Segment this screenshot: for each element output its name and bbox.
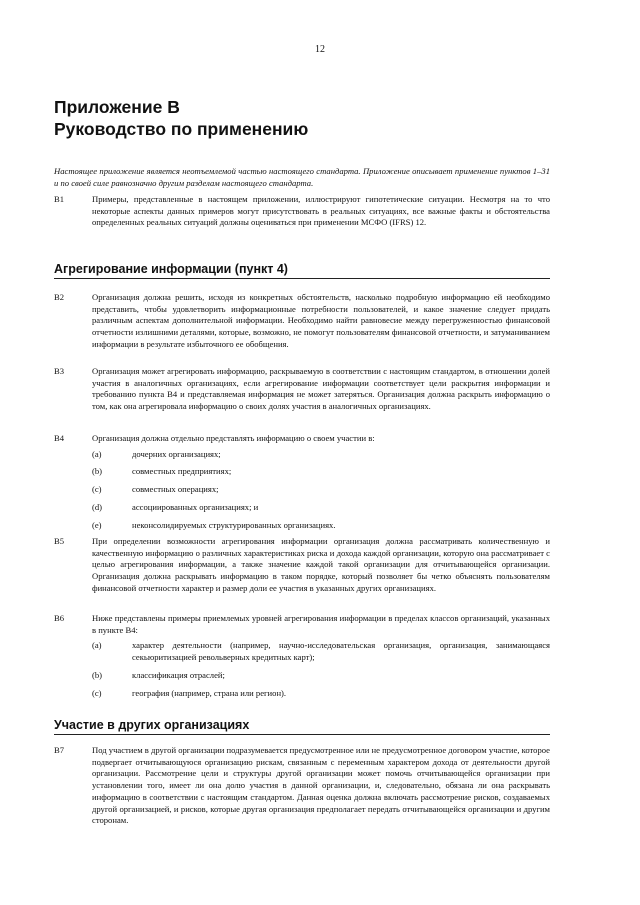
list-item-text: совместных предприятиях; [132,466,232,477]
intro-text: Настоящее приложение является неотъемлемой частью настоящего стандарта. Приложение описывает применение пунктов 1–31 и по своей силе равнозначно другим разделам настоящего стандарта. [54,166,550,188]
list-item [92,502,550,514]
paragraph-text: При определении возможности агрегирования информации организация должна рассматривать количественную и качественную информацию о различных характеристиках риска и дохода каждой организации, которую она рассматривает с целью агрегирования информации, а также значение каждой такой организации для отчитывающейся организации. Организация должна раскрывать информацию в таком порядке, который позволяет бы четко объяснять пользователям финансовой отчетности характер и размер доли ее участия в указанных других организациях. [92,536,550,593]
paragraph-text: Под участием в другой организации подразумевается предусмотренное или не предусмотренное договором участие, которое подвергает отчитывающуюся организацию рискам, связанным с переменным характером дохода от деятельности другой организации. Рассмотрение цели и структуры другой организации может помочь отчитывающейся организации при установлении того, имеет ли она долю участия в данной организации, и, следовательно, обязана ли она раскрывать информацию в соответствии с настоящим стандартом. Данная оценка должна включать рассмотрение рисков, создаваемых другой организацией, и рисков, которые другая организация предполагает передать отчитывающейся организации и другим сторонам. [92,745,550,826]
paragraph-b1 [54,194,550,229]
paragraph-b3 [54,366,550,413]
list-item-text: совместных операциях; [132,484,219,495]
paragraph-number: B6 [54,613,65,623]
paragraph-text: Организация должна решить, исходя из конкретных обстоятельств, насколько подробную информацию ей необходимо представить, чтобы удовлетворить информационные потребности пользователей, и какое значение следует придать различным аспектам дополнительной информации. Необходимо найти равновесие между перегруженностью финансовой отчетности излишними деталями, которые, возможно, не помогут пользователям финансовой отчетности, и затуманиванием информации в результате избыточного ее обобщения. [92,292,550,349]
list-item-text: дочерних организациях; [132,448,221,459]
page-number: 12 [315,44,325,55]
title-line-2: Руководство по применению [54,119,309,139]
paragraph-number: B4 [54,433,65,443]
list-item-label: (b) [92,466,103,477]
paragraph-b6 [54,613,550,705]
list-item [92,688,550,700]
list-item [92,484,550,496]
list-item-text: классификация отраслей; [132,669,225,680]
list-item-label: (c) [92,484,102,495]
b6-list [92,640,550,699]
title-line-1: Приложение В [54,97,180,117]
paragraph-b4 [54,433,550,537]
section-heading-aggregation: Агрегирование информации (пункт 4) [54,262,550,279]
list-item [92,449,550,461]
list-item [92,670,550,682]
list-item-label: (e) [92,519,102,530]
list-item-text: ассоциированных организациях; и [132,501,259,512]
list-item [92,640,550,663]
paragraph-b7 [54,745,550,827]
list-item [92,520,550,532]
section-heading-participation: Участие в других организациях [54,718,550,735]
list-item-label: (d) [92,501,103,512]
paragraph-text: Примеры, представленные в настоящем приложении, иллюстрируют гипотетические ситуации. Несмотря на то что некоторые аспекты данных примеров могут присутствовать в реальных ситуациях, все важные факты и обстоятельства определенных реальных ситуаций должны оцениваться при применении МСФО (IFRS) 12. [92,194,550,228]
paragraph-number: B1 [54,194,65,204]
list-item-label: (a) [92,640,102,651]
paragraph-text: Организация может агрегировать информацию, раскрываемую в соответствии с настоящим стандартом, в отношении долей участия в аналогичных организациях, если агрегирование информации соответствует цели раскрытия информации и требованию пункта B4 и представляемая информация не может затеряться. Организация должна раскрыть информацию о том, как она агрегировала информацию о своих долях участия в аналогичных организациях. [92,366,550,412]
paragraph-text: Ниже представлены примеры приемлемых уровней агрегирования информации в пределах классов организаций, указанных в пункте B4: [92,613,550,635]
paragraph-number: B2 [54,292,65,302]
paragraph-text: Организация должна отдельно представлять информацию о своем участии в: [92,433,375,443]
page-title [54,96,308,140]
paragraph-number: B7 [54,745,65,755]
paragraph-b2 [54,292,550,351]
list-item-text: характер деятельности (например, научно-исследовательская организация, организация, занимающаяся секьюритизацией револьверных кредитных карт); [132,640,550,663]
list-item-label: (c) [92,687,102,698]
list-item [92,466,550,478]
b4-list [92,449,550,532]
paragraph-b5 [54,536,550,595]
list-item-label: (a) [92,448,102,459]
paragraph-number: B3 [54,366,65,376]
list-item-text: неконсолидируемых структурированных организациях. [132,519,336,530]
paragraph-number: B5 [54,536,65,546]
list-item-label: (b) [92,669,103,680]
list-item-text: география (например, страна или регион). [132,687,287,698]
